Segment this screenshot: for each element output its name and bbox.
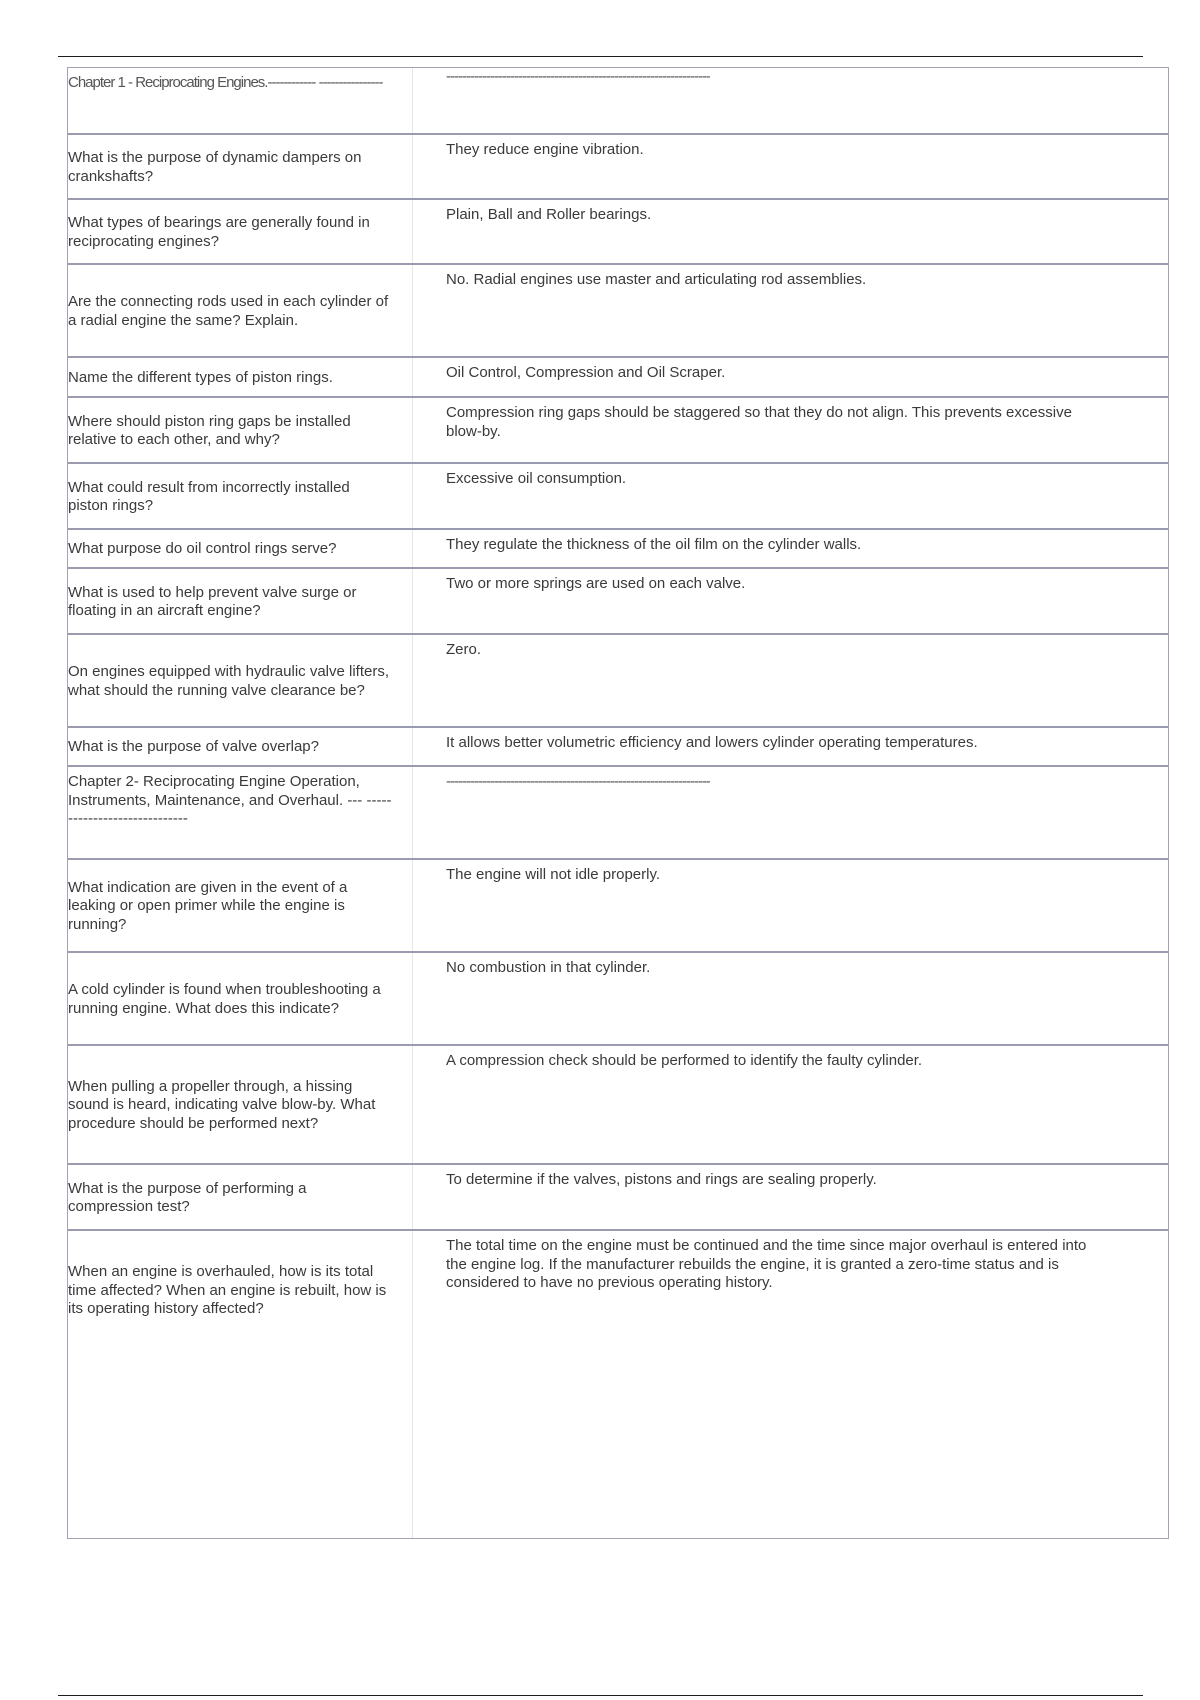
table-row [68, 462, 1168, 530]
question-text: What is the purpose of valve overlap? [68, 738, 319, 756]
question-text: What is the purpose of dynamic dampers on crankshafts? [68, 149, 362, 185]
table-row [68, 633, 1168, 728]
table-row [68, 133, 1168, 200]
question-text: Are the connecting rods used in each cylinder of a radial engine the same? Explain. [68, 293, 389, 329]
answer-text: A compression check should be performed to identify the faulty cylinder. [446, 1052, 923, 1069]
table-row [68, 858, 1168, 953]
answer-text: Compression ring gaps should be staggered so that they do not align. This prevents excessive blow-by. [446, 404, 1072, 440]
answer-text: The engine will not idle properly. [446, 866, 661, 883]
answer-text: ------------------------------------------------------------------ [446, 773, 710, 790]
question-text: What could result from incorrectly installed piston rings? [68, 478, 350, 514]
answer-text: The total time on the engine must be continued and the time since major overhaul is entered into the engine log. If the manufacturer rebuilds the engine, it is granted a zero-time status and is considered to have no previous operating history. [446, 1237, 1087, 1291]
table-row [68, 263, 1168, 358]
chapter-heading-row [68, 765, 1168, 860]
question-text: What is the purpose of performing a compression test? [68, 1179, 307, 1215]
question-text: A cold cylinder is found when troubleshooting a running engine. What does this indicate? [68, 981, 381, 1017]
table-row [68, 951, 1168, 1046]
question-text: When pulling a propeller through, a hissing sound is heard, indicating valve blow-by. What procedure should be performed next? [68, 1077, 376, 1132]
page-top-rule [58, 56, 1143, 57]
question-text: On engines equipped with hydraulic valve lifters, what should the running valve clearance be? [68, 663, 390, 699]
question-text: When an engine is overhauled, how is its total time affected? When an engine is rebuilt, how is its operating history affected? [68, 1263, 387, 1317]
answer-text: Zero. [446, 641, 482, 658]
answer-text: It allows better volumetric efficiency and lowers cylinder operating temperatures. [446, 734, 978, 751]
answer-text: Two or more springs are used on each valve. [446, 575, 746, 592]
answer-text: To determine if the valves, pistons and rings are sealing properly. [446, 1171, 877, 1188]
question-text: What types of bearings are generally found in reciprocating engines? [68, 214, 370, 250]
table-row [68, 726, 1168, 767]
answer-text: Oil Control, Compression and Oil Scraper. [446, 364, 726, 381]
qa-table [67, 67, 1169, 1539]
question-text: What is used to help prevent valve surge or floating in an aircraft engine? [68, 583, 357, 619]
chapter-heading: Chapter 1 - Reciprocating Engines.------------ ---------------- [68, 74, 383, 91]
answer-text: They regulate the thickness of the oil film on the cylinder walls. [446, 536, 862, 553]
answer-text: Excessive oil consumption. [446, 470, 627, 487]
table-row [68, 1163, 1168, 1231]
chapter-heading: Chapter 2- Reciprocating Engine Operation, Instruments, Maintenance, and Overhaul. --- ----------------------------- [68, 773, 392, 827]
table-row [68, 567, 1168, 635]
table-row [68, 528, 1168, 569]
answer-text: ------------------------------------------------------------------ [446, 68, 710, 85]
table-row [68, 1044, 1168, 1165]
answer-text: Plain, Ball and Roller bearings. [446, 206, 652, 223]
chapter-heading-row [68, 68, 1168, 133]
question-text: Name the different types of piston rings. [68, 368, 333, 386]
question-text: What purpose do oil control rings serve? [68, 540, 337, 558]
page-bottom-rule [58, 1695, 1143, 1696]
question-text: Where should piston ring gaps be installed relative to each other, and why? [68, 412, 351, 448]
answer-text: They reduce engine vibration. [446, 141, 644, 158]
table-row [68, 356, 1168, 398]
table-row [68, 396, 1168, 464]
answer-text: No combustion in that cylinder. [446, 959, 651, 976]
table-row [68, 1229, 1168, 1539]
table-row [68, 198, 1168, 265]
answer-text: No. Radial engines use master and articulating rod assemblies. [446, 271, 867, 288]
question-text: What indication are given in the event of a leaking or open primer while the engine is running? [68, 878, 348, 933]
